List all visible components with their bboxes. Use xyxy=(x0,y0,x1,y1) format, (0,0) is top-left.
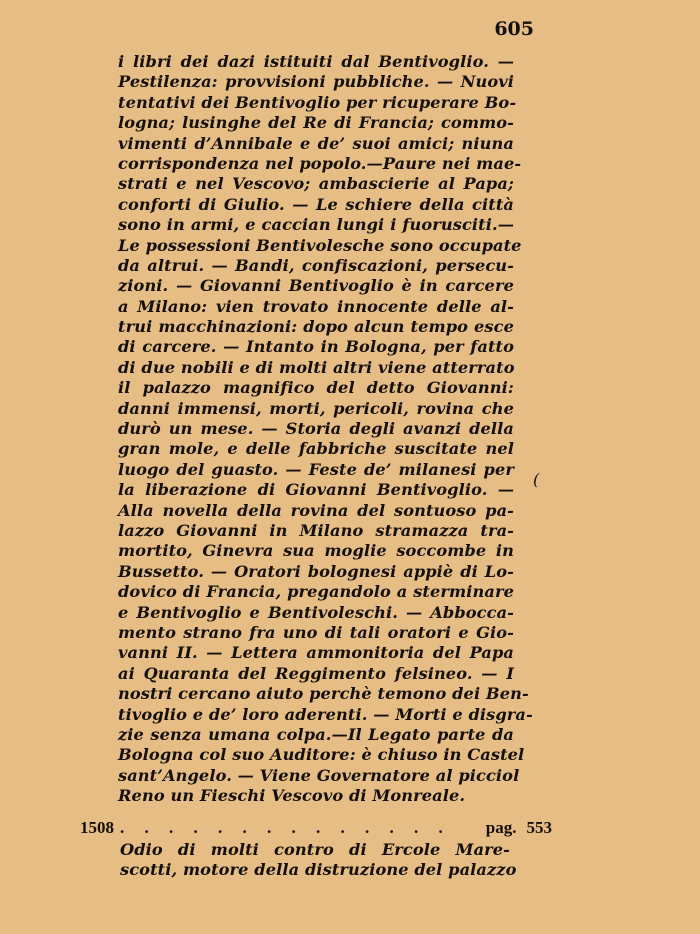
text-line: Pestilenza: provvisioni pubbliche. — Nuovi xyxy=(118,72,514,92)
text-line: vimenti d’Annibale e de’ suoi amici; niuna xyxy=(118,133,514,153)
text-line: ai Quaranta del Reggimento felsineo. — I xyxy=(118,663,514,683)
text-line: Bologna col suo Auditore: è chiuso in Castel xyxy=(118,745,525,765)
text-line: mortito, Ginevra sua moglie soccombe in xyxy=(118,541,514,561)
text-line: Reno un Fieschi Vescovo di Monreale. xyxy=(118,786,466,806)
text-line: Le possessioni Bentivolesche sono occupate xyxy=(118,235,522,255)
margin-mark: ( xyxy=(533,470,540,489)
entry-page-value: 553 xyxy=(526,818,552,837)
text-line: dovico di Francia, pregandolo a sterminare xyxy=(118,582,514,602)
text-line: nostri cercano aiuto perchè temono dei Ben- xyxy=(118,684,529,704)
text-line: logna; lusinghe del Re di Francia; commo- xyxy=(118,113,514,133)
text-line: corrispondenza nel popolo.—Paure nei mae- xyxy=(118,153,522,173)
text-line: sono in armi, e caccian lungi i fuorusciti.— xyxy=(118,215,514,235)
text-line: Alla novella della rovina del sontuoso pa- xyxy=(118,500,514,520)
year-entry-row xyxy=(80,818,552,840)
text-line: di carcere. — Intanto in Bologna, per fatto xyxy=(118,337,514,357)
text-line: la liberazione di Giovanni Bentivoglio. — xyxy=(118,480,514,500)
text-line: a Milano: vien trovato innocente delle al- xyxy=(118,296,514,316)
summary-text-block xyxy=(118,52,533,806)
text-line: Bussetto. — Oratori bolognesi appiè di Lo- xyxy=(118,561,514,581)
entry-page-label: pag. xyxy=(485,818,517,837)
entry-year: 1508 xyxy=(80,818,114,837)
text-line: durò un mese. — Storia degli avanzi della xyxy=(118,419,514,439)
text-line: zie senza umana colpa.—Il Legato parte da xyxy=(118,724,514,744)
page-number: 605 xyxy=(494,18,534,40)
text-line: e Bentivoglio e Bentivoleschi. — Abbocca- xyxy=(118,602,514,622)
text-line: zioni. — Giovanni Bentivoglio è in carcere xyxy=(118,276,514,296)
next-entry-text xyxy=(120,840,517,881)
text-line: scotti, motore della distruzione del palazzo xyxy=(120,860,517,880)
text-line: di due nobili e di molti altri viene atterrato xyxy=(118,357,515,377)
text-line: da altrui. — Bandi, confiscazioni, persecu- xyxy=(118,255,514,275)
text-line: Odio di molti contro di Ercole Mare- xyxy=(120,840,510,859)
text-line: lazzo Giovanni in Milano stramazza tra- xyxy=(118,520,514,540)
text-line: conforti di Giulio. — Le schiere della città xyxy=(118,194,514,214)
text-line: danni immensi, morti, pericoli, rovina che xyxy=(118,398,514,418)
text-line: mento strano fra uno di tali oratori e Gio- xyxy=(118,622,514,642)
entry-leader-dots: . . . . . . . . . . . . . . xyxy=(120,818,451,837)
text-line: i libri dei dazi istituiti dal Bentivoglio. — xyxy=(118,52,514,71)
text-line: luogo del guasto. — Feste de’ milanesi per xyxy=(118,459,514,479)
text-line: tentativi dei Bentivoglio per ricuperare Bo- xyxy=(118,92,517,112)
text-line: strati e nel Vescovo; ambascierie al Papa; xyxy=(118,174,514,194)
text-line: gran mole, e delle fabbriche suscitate nel xyxy=(118,439,514,459)
text-line: il palazzo magnifico del detto Giovanni: xyxy=(118,378,514,398)
text-line: trui macchinazioni: dopo alcun tempo esce xyxy=(118,317,514,337)
text-line: sant’Angelo. — Viene Governatore al picciol xyxy=(118,765,520,785)
text-line: tivoglio e de’ loro aderenti. — Morti e disgra- xyxy=(118,704,533,724)
text-line: vanni II. — Lettera ammonitoria del Papa xyxy=(118,643,514,663)
